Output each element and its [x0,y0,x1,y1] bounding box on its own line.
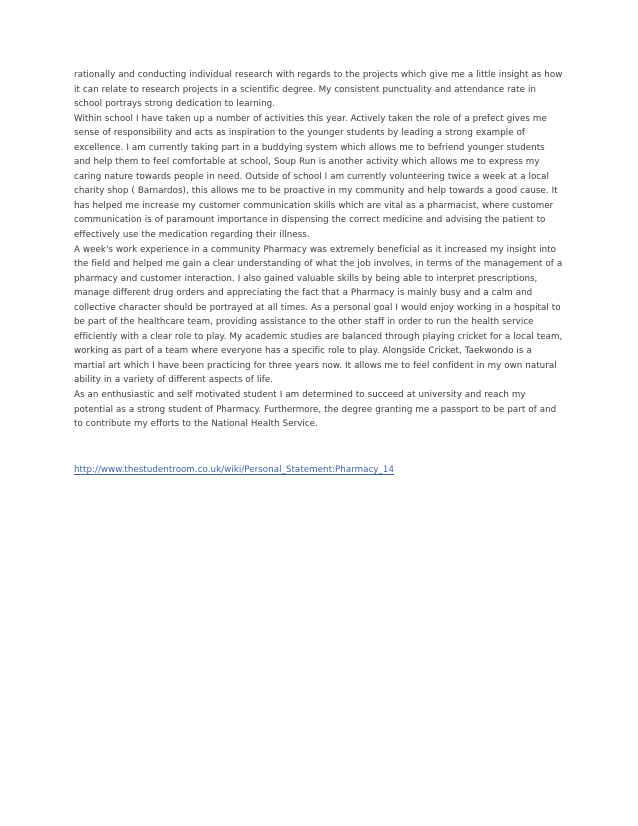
source-url-link[interactable]: http://www.thestudentroom.co.uk/wiki/Personal_Statement:Pharmacy_14 [74,465,395,475]
paragraph-2: Within school I have taken up a number of activities this year. Actively taken the role of a prefect gives me sense of responsibility and acts as inspiration to the younger students by leading a strong example of excellence. I am currently taking part in a buddying system which allows me to befriend younger students and help them to feel comfortable at school, Soup Run is another activity which allows me to express my caring nature towards people in need. Outside of school I am currently volunteering twice a week at a local charity shop ( Barnardos), this allows me to be proactive in my community and help towards a good cause. It has helped me increase my customer communication skills which are vital as a pharmacist, where customer communication is of paramount importance in dispensing the correct medicine and advising the patient to effectively use the medication regarding their illness. [74,113,558,241]
paragraph-1: rationally and conducting individual research with regards to the projects which give me a little insight as how it can relate to research projects in a scientific degree. My consistent punctuality and attendance rate in school portrays strong dedication to learning. [74,70,563,110]
source-link-block [74,457,574,478]
paragraph-3: A week's work experience in a community Pharmacy was extremely beneficial as it increased my insight into the field and helped me gain a clear understanding of what the job involves, in terms of the management of a pharmacy and customer interaction. I also gained valuable skills by being able to interpret prescriptions, manage different drug orders and appreciating the fact that a Pharmacy is mainly busy and a calm and collective character should be portrayed at all times. As a personal goal I would enjoy working in a hospital to be part of the healthcare team, providing assistance to the other staff in order to run the health service efficiently with a clear role to play. My academic studies are balanced through playing cricket for a local team, working as part of a team where everyone has a specific role to play. Alongside Cricket, Taekwondo is a martial art which I have been practicing for three years now. It allows me to feel confident in my own natural ability in a variety of different aspects of life. [74,244,563,386]
document-body [74,68,564,432]
paragraph-4: As an enthusiastic and self motivated student I am determined to succeed at university and reach my potential as a strong student of Pharmacy. Furthermore, the degree granting me a passport to be part of and to contribute my efforts to the National Health Service. [74,390,557,430]
